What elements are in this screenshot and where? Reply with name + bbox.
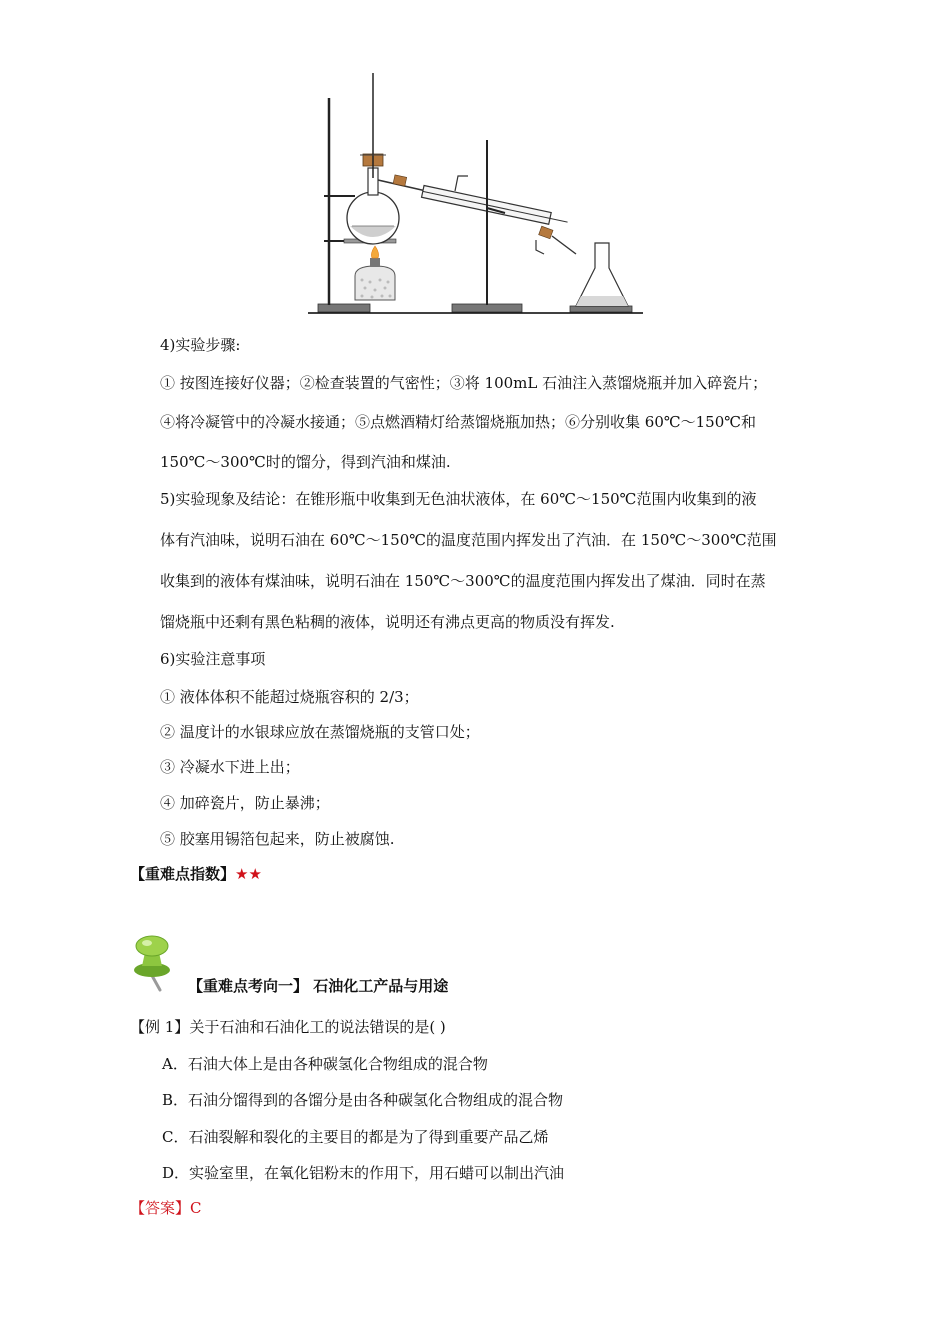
example-question xyxy=(130,1017,446,1037)
example-question-text: 关于石油和石油化工的说法错误的是( ) xyxy=(189,1018,446,1036)
difficulty-index xyxy=(130,864,262,884)
difficulty-label: 【重难点指数】 xyxy=(130,865,236,883)
precautions-heading: 6)实验注意事项 xyxy=(160,650,266,668)
answer-label: 【答案】 xyxy=(130,1199,191,1217)
precaution-item: ③ 冷凝水下进上出； xyxy=(160,758,300,776)
example-option: D．实验室里，在氧化铝粉末的作用下，用石蜡可以制出汽油 xyxy=(162,1164,565,1182)
difficulty-stars: ★★ xyxy=(235,865,262,883)
observation-line: 体有汽油味，说明石油在 60℃～150℃的温度范围内挥发出了汽油．在 150℃～300℃范围 xyxy=(160,531,777,549)
distillation-apparatus-figure xyxy=(300,68,645,318)
section-title: 【重难点考向一】 石油化工产品与用途 xyxy=(188,977,449,995)
example-option: B．石油分馏得到的各馏分是由各种碳氢化合物组成的混合物 xyxy=(162,1091,564,1109)
answer-value: C xyxy=(190,1199,202,1217)
example-option: A．石油大体上是由各种碳氢化合物组成的混合物 xyxy=(162,1055,488,1073)
steps-line: ④将冷凝管中的冷凝水接通；⑤点燃酒精灯给蒸馏烧瓶加热；⑥分别收集 60℃～150℃和 xyxy=(160,413,757,431)
observation-line: 馏烧瓶中还剩有黑色粘稠的液体，说明还有沸点更高的物质没有挥发. xyxy=(160,613,615,631)
observation-line: 5)实验现象及结论：在锥形瓶中收集到无色油状液体，在 60℃～150℃范围内收集到的液 xyxy=(160,490,757,508)
pushpin-icon xyxy=(128,932,180,994)
precaution-item: ④ 加碎瓷片，防止暴沸； xyxy=(160,794,330,812)
example-tag: 【例 1】 xyxy=(130,1018,190,1036)
precaution-item: ⑤ 胶塞用锡箔包起来，防止被腐蚀. xyxy=(160,830,395,848)
precaution-item: ① 液体体积不能超过烧瓶容积的 2/3； xyxy=(160,688,419,706)
steps-heading: 4)实验步骤: xyxy=(160,336,241,354)
precaution-item: ② 温度计的水银球应放在蒸馏烧瓶的支管口处； xyxy=(160,723,480,741)
steps-line: ① 按图连接好仪器；②检查装置的气密性；③将 100mL 石油注入蒸馏烧瓶并加入碎瓷片； xyxy=(160,374,768,392)
example-option: C．石油裂解和裂化的主要目的都是为了得到重要产品乙烯 xyxy=(162,1128,549,1146)
steps-line: 150℃～300℃时的馏分，得到汽油和煤油. xyxy=(160,453,451,471)
observation-line: 收集到的液体有煤油味，说明石油在 150℃～300℃的温度范围内挥发出了煤油．同时在蒸 xyxy=(160,572,766,590)
answer xyxy=(130,1198,202,1218)
